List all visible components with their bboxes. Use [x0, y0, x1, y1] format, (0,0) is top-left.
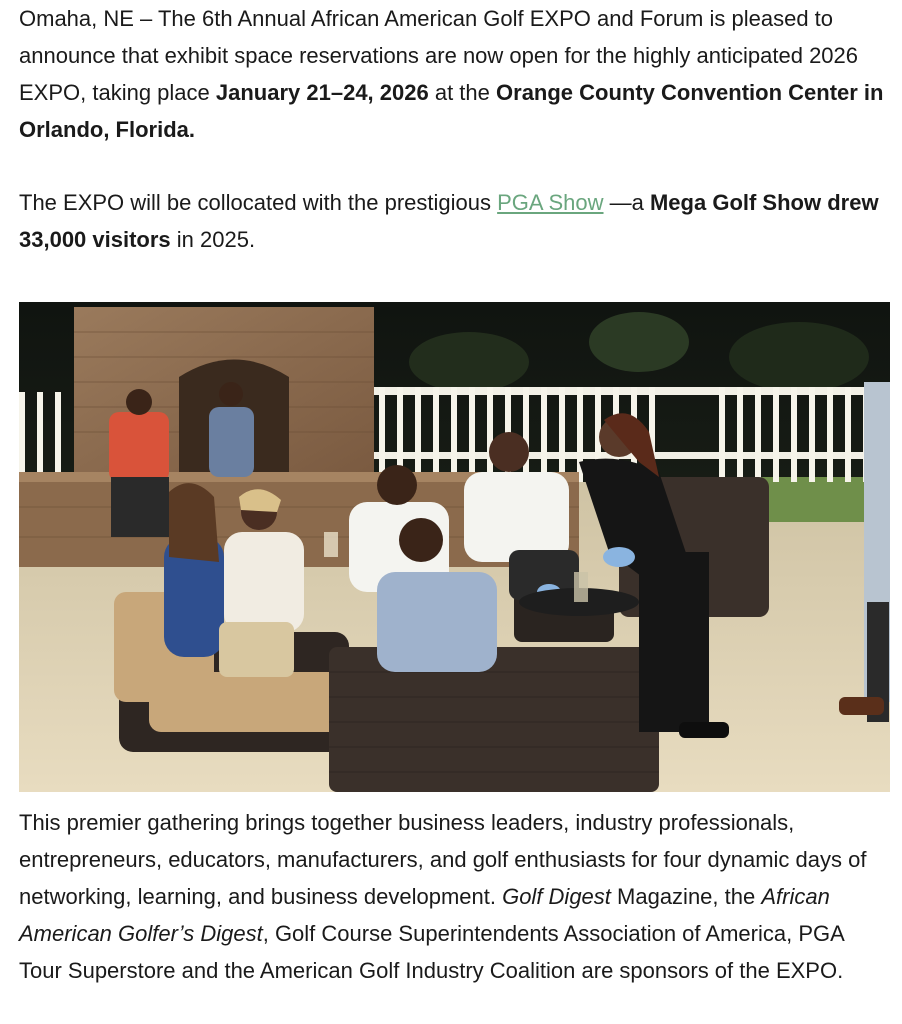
event-photo [19, 302, 890, 792]
collocation-text-2: —a [603, 190, 650, 215]
intro-text-1: Omaha, NE – The 6th Annual African American Golf EXPO and Forum is pleased to announce that exhibit space reservations are now open for the highly anticipated 2026 EXPO, taking place [19, 6, 859, 105]
pga-show-link[interactable]: PGA Show [497, 190, 604, 215]
event-venue: Orange County Convention Center in Orlando, Florida. [19, 80, 884, 142]
sponsors-text-1: This premier gathering brings together business leaders, industry professionals, entrepreneurs, educators, manufacturers, and golf enthusiasts for four dynamic days of networking, learning, and business development. [19, 810, 867, 909]
article-body [19, 0, 891, 989]
intro-paragraph [19, 0, 891, 148]
golf-digest-title: Golf Digest [502, 884, 611, 909]
outdoor-patio-gathering-photo-icon [19, 302, 890, 792]
intro-text-2: at the [428, 80, 497, 105]
sponsors-text-2: Magazine, the [610, 884, 762, 909]
sponsors-paragraph [19, 804, 891, 989]
collocation-text-1: The EXPO will be collocated with the prestigious [19, 190, 498, 215]
collocation-text-3: in 2025. [170, 227, 256, 252]
sponsors-text-3: , Golf Course Superintendents Association of America, PGA Tour Superstore and the American Golf Industry Coalition are sponsors of the EXPO. [19, 921, 844, 983]
bottom-fade-bar [0, 990, 902, 1024]
event-dates: January 21–24, 2026 [215, 80, 429, 105]
visitors-stat: Mega Golf Show drew 33,000 visitors [19, 190, 879, 252]
collocation-paragraph [19, 184, 891, 258]
aag-digest-title: African American Golfer’s Digest [19, 884, 830, 946]
